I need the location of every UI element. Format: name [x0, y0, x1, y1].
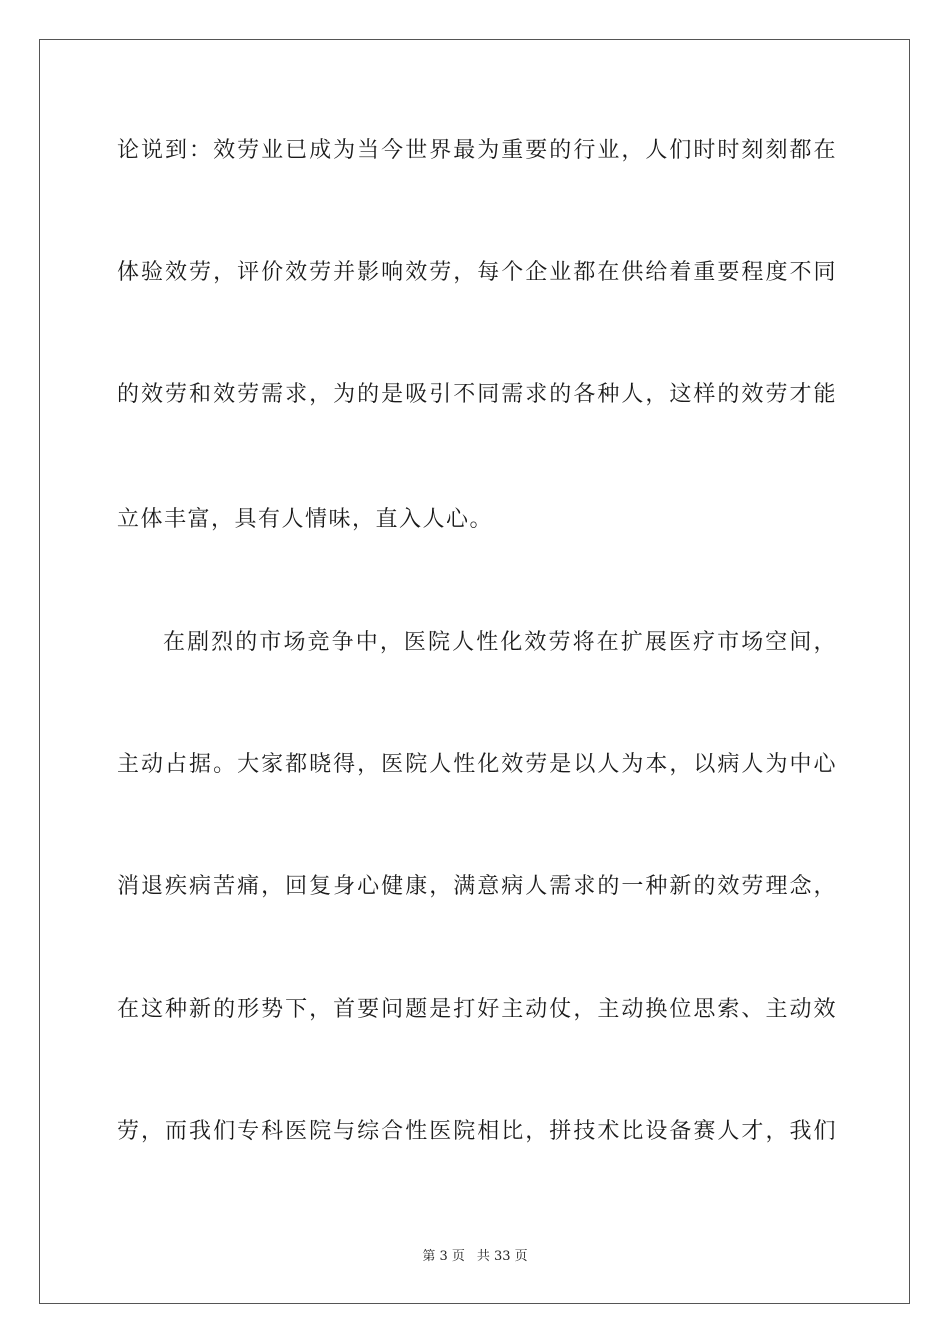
page-number: 第 3 页	[422, 1249, 465, 1264]
body-text-line: 劳，而我们专科医院与综合性医院相比，拼技术比设备赛人才，我们	[117, 1119, 837, 1144]
body-text-line: 消退疾病苦痛，回复身心健康，满意病人需求的一种新的效劳理念，	[117, 874, 837, 899]
body-text-line: 主动占据。大家都晓得，医院人性化效劳是以人为本，以病人为中心	[117, 752, 837, 777]
body-text-line: 论说到：效劳业已成为当今世界最为重要的行业，人们时时刻刻都在	[117, 138, 837, 163]
body-text-line: 立体丰富，具有人情味，直入人心。	[117, 507, 494, 532]
page-total: 共 33 页	[476, 1249, 528, 1264]
body-text-line: 体验效劳，评价效劳并影响效劳，每个企业都在供给着重要程度不同	[117, 260, 837, 285]
body-text-line: 的效劳和效劳需求，为的是吸引不同需求的各种人，这样的效劳才能	[117, 382, 837, 407]
page-footer	[0, 1248, 950, 1266]
paragraph-first-line: 在剧烈的市场竞争中，医院人性化效劳将在扩展医疗市场空间，	[163, 630, 837, 655]
page-border	[39, 39, 910, 1304]
body-text-line: 在这种新的形势下，首要问题是打好主动仗，主动换位思索、主动效	[117, 997, 837, 1022]
